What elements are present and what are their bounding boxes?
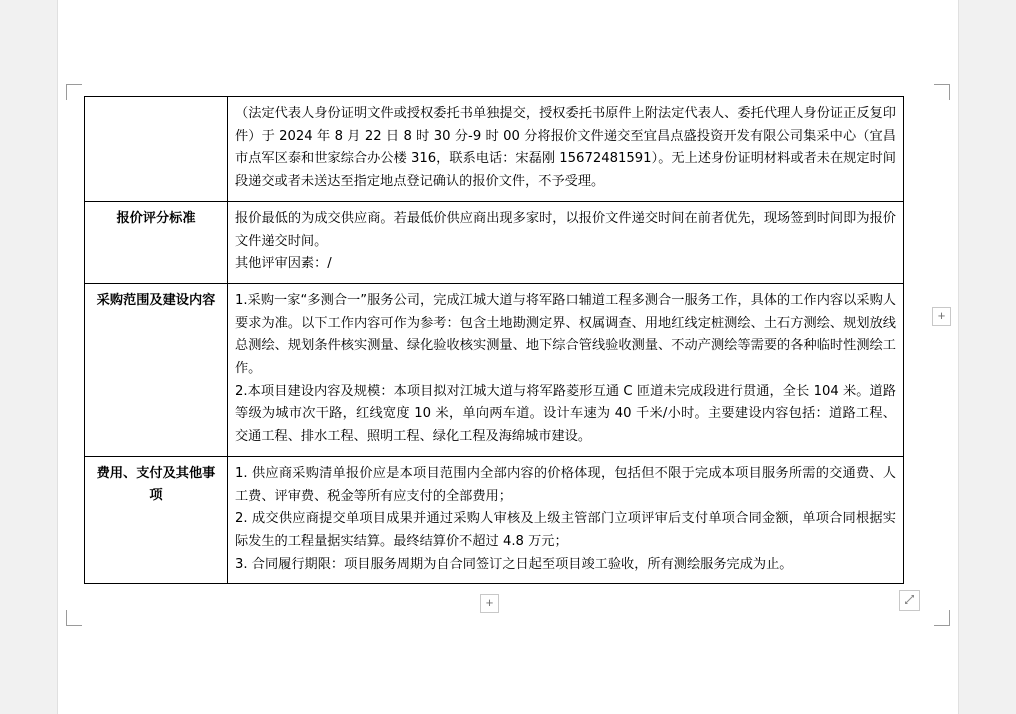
paragraph: 2. 成交供应商提交单项目成果并通过采购人审核及上级主管部门立项评审后支付单项合同金额，单项合同根据实际发生的工程量据实结算。最终结算价不超过 4.8 万元；: [235, 511, 896, 549]
page-corner-marker-bottom-right: [934, 610, 950, 626]
paragraph: 1.采购一家“多测合一”服务公司，完成江城大道与将军路口辅道工程多测合一服务工作，具体的工作内容以采购人要求为准。以下工作内容可作为参考：包含土地勘测定界、权属调查、用地红线定桩测绘、土石方测绘、规划放线总测绘、规划条件核实测量、绿化验收核实测量、地下综合管线验收测量、不动产测绘等需要的各种临时性测绘工作。: [235, 292, 896, 377]
paragraph: 3. 合同履行期限：项目服务周期为自合同签订之日起至项目竣工验收，所有测绘服务完成为止。: [235, 556, 793, 572]
row-content-cell: [228, 283, 904, 456]
bid-requirements-table: [84, 96, 904, 584]
row-content-cell: [228, 201, 904, 283]
row-label-text: 报价评分标准: [116, 210, 196, 226]
table-row: [85, 283, 904, 456]
row-label-text: 费用、支付及其他事项: [96, 465, 216, 503]
paragraph: 报价最低的为成交供应商。若最低价供应商出现多家时，以报价文件递交时间在前者优先，现场签到时间即为报价文件递交时间。: [235, 210, 896, 249]
paragraph: 其他评审因素：/: [235, 256, 332, 272]
table-row: [85, 201, 904, 283]
row-label-cell: [85, 97, 228, 202]
row-content-cell: [228, 456, 904, 584]
row-label-cell: [85, 201, 228, 283]
add-column-button[interactable]: +: [932, 307, 951, 326]
row-label-cell: [85, 283, 228, 456]
row-label-text: 采购范围及建设内容: [96, 292, 216, 308]
paragraph: （法定代表人身份证明文件或授权委托书单独提交，授权委托书原件上附法定代表人、委托代理人身份证正反复印件）于 2024 年 8 月 22 日 8 时 30 分-9 时 00 分将报价文件递交至宜昌点盛投资开发有限公司集采中心（宜昌市点军区泰和世家综合办公楼 316，联系电话：宋磊刚 15672481591）。无上述身份证明材料或者未在规定时间段递交或者未送达至指定地点登记确认的报价文件，不予受理。: [235, 106, 896, 190]
paragraph: 2.本项目建设内容及规模：本项目拟对江城大道与将军路菱形互通 C 匝道未完成段进行贯通，全长 104 米。道路等级为城市次干路，红线宽度 10 米，单向两车道。设计车速为 40 千米/小时。主要建设内容包括：道路工程、交通工程、排水工程、照明工程、绿化工程及海绵城市建设。: [235, 383, 896, 445]
paragraph: 1. 供应商采购清单报价应是本项目范围内全部内容的价格体现，包括但不限于完成本项目服务所需的交通费、人工费、评审费、税金等所有应支付的全部费用；: [235, 465, 896, 504]
row-content-cell: [228, 97, 904, 202]
page-corner-marker-bottom-left: [66, 610, 82, 626]
table-resize-handle[interactable]: [899, 590, 920, 611]
table-row: [85, 97, 904, 202]
add-row-button[interactable]: +: [480, 594, 499, 613]
page-corner-marker-top-left: [66, 84, 82, 100]
row-label-cell: [85, 456, 228, 584]
document-page: [58, 0, 958, 714]
page-corner-marker-top-right: [934, 84, 950, 100]
table-row: [85, 456, 904, 584]
